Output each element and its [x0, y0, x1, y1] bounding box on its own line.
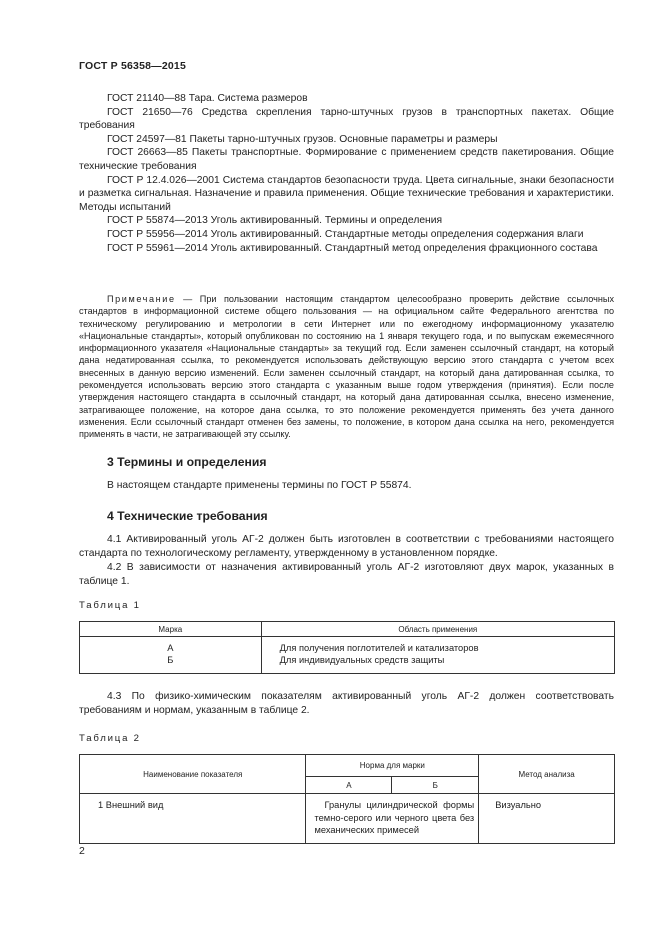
- table-2-cell-method: Визуально: [479, 794, 615, 844]
- reference-item: ГОСТ Р 55874—2013 Уголь активированный. Термины и определения: [107, 215, 443, 227]
- reference-item: ГОСТ 24597—81 Пакеты тарно-штучных грузов. Основные параметры и размеры: [107, 133, 498, 145]
- reference-item: ГОСТ 21650—76 Средства скрепления тарно-штучных грузов в транспортных пакетах. Общие требования: [79, 106, 614, 132]
- table-2-header-norm: Норма для марки: [306, 755, 479, 777]
- note-paragraph: [79, 293, 614, 441]
- paragraph-4-3: 4.3 По физико-химическим показателям активированный уголь АГ-2 должен соответствовать требованиям и нормам, указанным в таблице 2.: [79, 691, 614, 716]
- table-row: [80, 637, 615, 674]
- table-row: [80, 794, 615, 844]
- table-1-cell-application: Для получения поглотителей и катализаторов: [279, 643, 479, 653]
- section-3-title: 3 Термины и определения: [107, 455, 267, 469]
- reference-item: ГОСТ Р 55956—2014 Уголь активированный. Стандартные методы определения содержания влаги: [107, 228, 584, 240]
- table-1: [79, 621, 615, 674]
- paragraph-4-1: 4.1 Активированный уголь АГ-2 должен быть изготовлен в соответствии с требованиями настоящего стандарта по технологическому регламенту, утвержденному в установленном порядке.: [79, 534, 614, 559]
- section-4-title: 4 Технические требования: [107, 509, 268, 523]
- table-1-cell-application: Для индивидуальных средств защиты: [279, 655, 445, 666]
- table-2-caption: Таблица 2: [79, 733, 141, 744]
- section-3-text: В настоящем стандарте применены термины по ГОСТ Р 55874.: [107, 480, 412, 491]
- table-1-header-application: Область применения: [261, 622, 614, 637]
- table-1-cell-grade: А: [167, 643, 174, 653]
- page-number: 2: [79, 845, 85, 857]
- reference-item: ГОСТ 26663—85 Пакеты транспортные. Формирование с применением средств пакетирования. Общие технические требования: [79, 147, 614, 172]
- note-text: — При пользовании настоящим стандартом целесообразно проверить действие ссылочных стандартов в информационной системе общего пользования — на официальном сайте Федерального агентства по техническому регулированию и метрологии в сети Интернет или по ежегодному информационному указателю «Национальные стандарты», который опубликован по состоянию на 1 января текущего года, и по выпускам ежемесячного информационного указателя «Национальные стандарты» за текущий год. Если заменен ссылочный стандарт, на который дана недатированная ссылка, то рекомендуется использовать действующую версию этого стандарта с учетом всех внесенных в данную версию изменений. Если заменен ссылочный стандарт, на который дана датированная ссылка, то рекомендуется использовать версию этого стандарта с указанным выше годом утверждения (принятия). Если после утверждения настоящего стандарта в ссылочный стандарт, на который дана датированная ссылка, внесено изменение, затрагивающее положение, на которое дана ссылка, то это положение рекомендуется применять без учета данного изменения. Если ссылочный стандарт отменен без замены, то положение, в котором дана ссылка на него, рекомендуется применять в части, не затрагивающей эту ссылку.: [79, 294, 614, 440]
- table-2-header-grade-b: Б: [392, 777, 479, 794]
- table-2-header-name: Наименование показателя: [80, 755, 306, 794]
- normative-references: [79, 92, 614, 255]
- reference-item: ГОСТ Р 55961—2014 Уголь активированный. Стандартный метод определения фракционного состава: [107, 242, 598, 254]
- reference-item: ГОСТ Р 12.4.026—2001 Система стандартов безопасности труда. Цвета сигнальные, знаки безопасности и разметка сигнальная. Назначение и правила применения. Общие технические требования и характеристики. Методы испытаний: [79, 174, 614, 213]
- document-header: ГОСТ Р 56358—2015: [79, 60, 187, 72]
- table-1-cell-grade: Б: [167, 655, 174, 666]
- table-2: [79, 754, 615, 844]
- table-2-cell-name: 1 Внешний вид: [80, 794, 306, 844]
- table-1-caption: Таблица 1: [79, 600, 141, 611]
- note-label: Примечание: [107, 294, 176, 304]
- table-1-header-grade: Марка: [80, 622, 262, 637]
- reference-item: ГОСТ 21140—88 Тара. Система размеров: [107, 93, 308, 104]
- table-2-header-method: Метод анализа: [479, 755, 615, 794]
- table-2-cell-norm: Гранулы цилиндрической формы темно-серого или черного цвета без механических примесей: [306, 794, 479, 844]
- table-2-header-grade-a: А: [306, 777, 392, 794]
- paragraph-4-2: 4.2 В зависимости от назначения активированный уголь АГ-2 изготовляют двух марок, указанных в таблице 1.: [79, 562, 614, 587]
